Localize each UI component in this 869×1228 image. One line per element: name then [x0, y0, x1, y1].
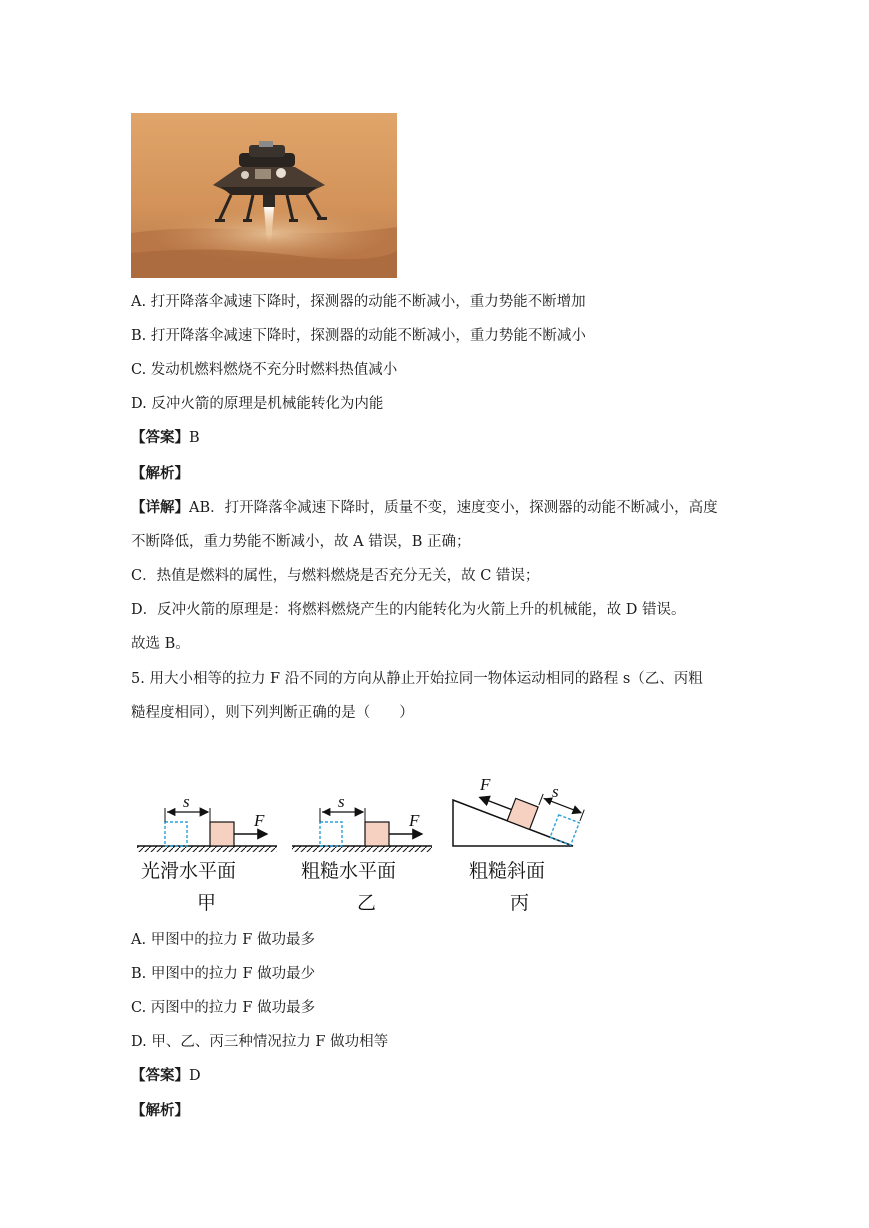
q5-option-a: A. 甲图中的拉力 F 做功最多 — [131, 932, 315, 948]
q4-answer — [131, 428, 200, 448]
distance-label: s — [183, 792, 190, 811]
caption-yi: 粗糙水平面 — [301, 861, 397, 882]
distance-label: s — [338, 792, 345, 811]
caption-jia: 光滑水平面 — [141, 861, 237, 882]
q4-option-c: C. 发动机燃料燃烧不充分时燃料热值减小 — [131, 362, 398, 378]
force-label: F — [254, 811, 265, 830]
start-position-box — [320, 822, 342, 846]
block — [210, 822, 234, 846]
label-bing: 丙 — [510, 893, 530, 914]
analysis-tag: 【解析】 — [131, 465, 189, 482]
caption-bing: 粗糙斜面 — [469, 861, 546, 882]
answer-value: D — [189, 1068, 201, 1084]
force-label: F — [480, 775, 491, 794]
q4-option-d: D. 反冲火箭的原理是机械能转化为内能 — [131, 396, 384, 412]
q5-option-d: D. 甲、乙、丙三种情况拉力 F 做功相等 — [131, 1034, 389, 1050]
panel-bing — [453, 773, 584, 914]
q4-conclusion: 故选 B。 — [131, 636, 190, 652]
answer-value: B — [189, 430, 200, 446]
q4-detail-line-1 — [131, 498, 718, 518]
detail-text: AB．打开降落伞减速下降时，质量不变，速度变小，探测器的动能不断减小，高度 — [189, 500, 718, 516]
force-label: F — [409, 811, 420, 830]
answer-tag: 【答案】 — [131, 1067, 189, 1084]
label-jia: 甲 — [197, 893, 217, 914]
q5-option-c: C. 丙图中的拉力 F 做功最多 — [131, 1000, 316, 1016]
answer-tag: 【答案】 — [131, 429, 189, 446]
panel-jia — [137, 792, 277, 914]
q4-detail-line-3: C．热值是燃料的属性，与燃料燃烧是否充分无关，故 C 错误； — [131, 568, 540, 584]
distance-label: s — [552, 782, 559, 801]
mars-lander-photo — [131, 113, 397, 278]
q4-option-b: B. 打开降落伞减速下降时，探测器的动能不断减小，重力势能不断减小 — [131, 328, 586, 344]
q5-stem-line-2: 糙程度相同），则下列判断正确的是（ ） — [131, 705, 414, 721]
q5-analysis-tag — [131, 1101, 189, 1121]
force-work-figure — [131, 770, 590, 916]
block — [365, 822, 389, 846]
start-position-box — [165, 822, 187, 846]
q5-option-b: B. 甲图中的拉力 F 做功最少 — [131, 966, 316, 982]
q4-option-a: A. 打开降落伞减速下降时，探测器的动能不断减小，重力势能不断增加 — [131, 294, 586, 310]
q4-analysis-tag — [131, 464, 189, 484]
q5-answer — [131, 1066, 201, 1086]
detail-tag: 【详解】 — [131, 499, 189, 516]
q4-detail-line-2: 不断降低，重力势能不断减小，故 A 错误，B 正确； — [131, 534, 471, 550]
q4-detail-line-4: D．反冲火箭的原理是：将燃料燃烧产生的内能转化为火箭上升的机械能，故 D 错误。 — [131, 602, 686, 618]
label-yi: 乙 — [357, 893, 377, 914]
panel-yi — [292, 792, 432, 914]
q5-stem-line-1: 5. 用大小相等的拉力 F 沿不同的方向从静止开始拉同一物体运动相同的路程 s（乙、丙粗 — [131, 671, 703, 687]
analysis-tag: 【解析】 — [131, 1102, 189, 1119]
